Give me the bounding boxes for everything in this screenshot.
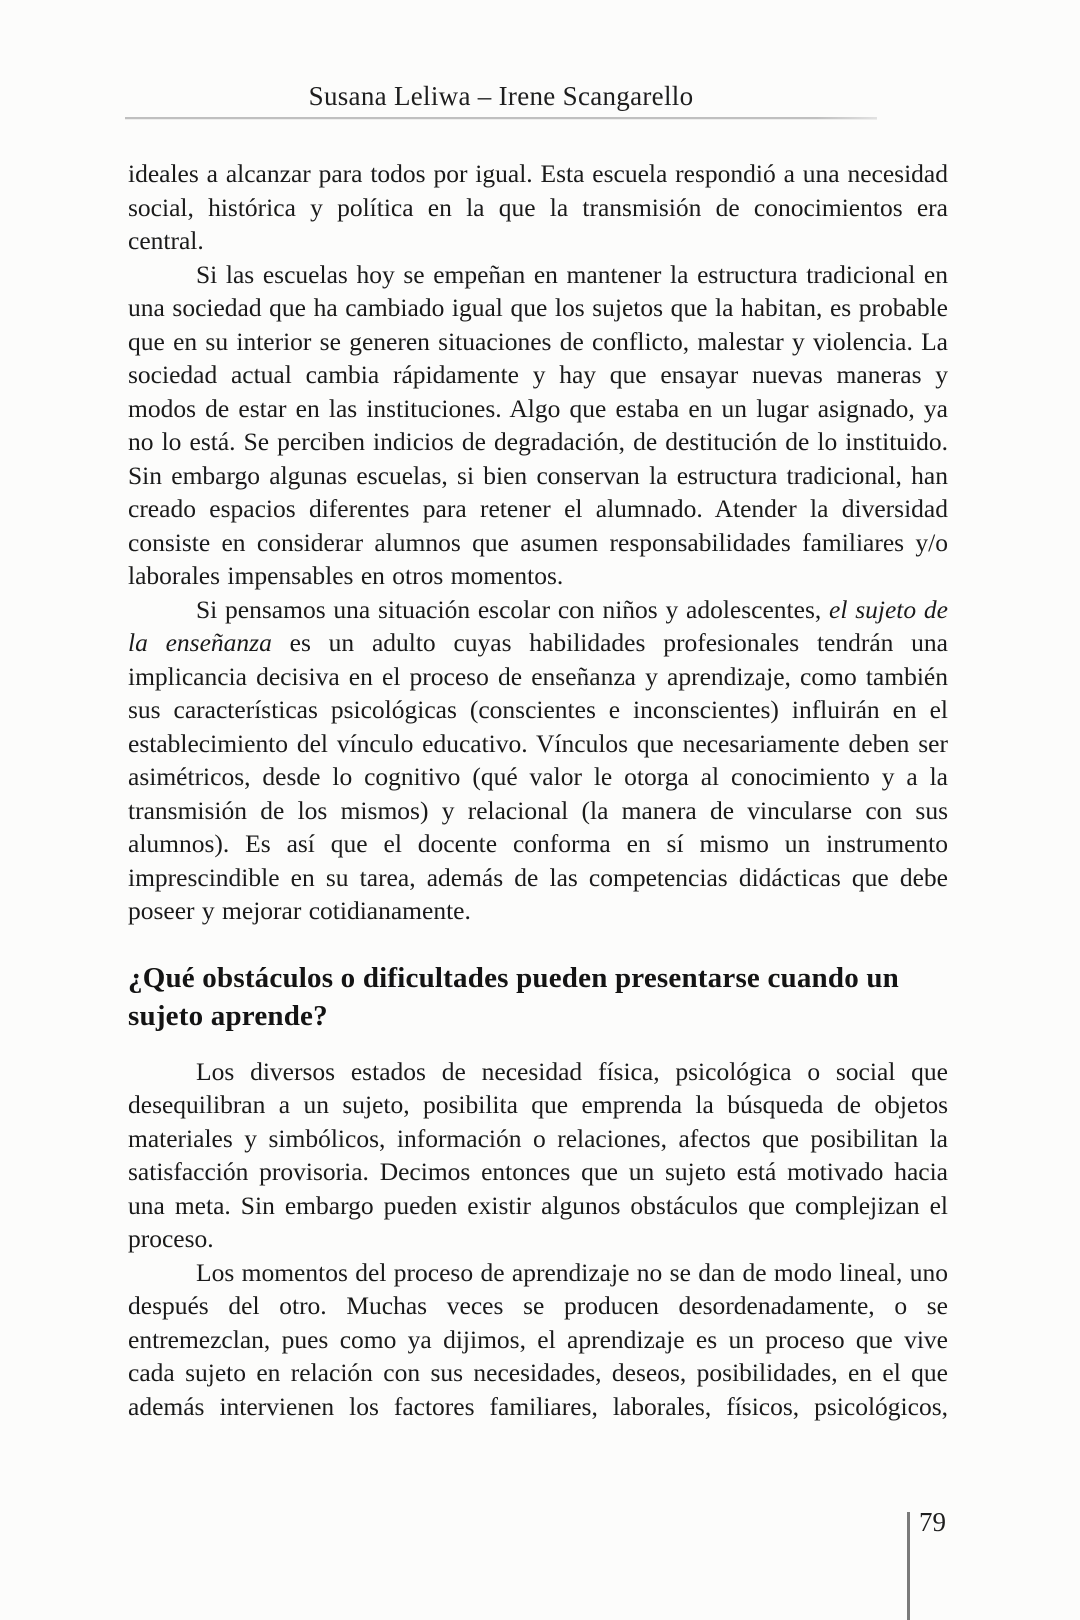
section-heading: ¿Qué obstáculos o dificultades pueden presentarse cuando un sujeto aprende? bbox=[128, 961, 900, 1032]
paragraph-text: Si pensamos una situación escolar con niños y adolescentes, bbox=[196, 594, 830, 624]
italic-phrase: el sujeto de la enseñanza bbox=[128, 594, 948, 657]
running-header-title: Susana Leliwa – Irene Scangarello bbox=[308, 81, 694, 111]
paragraph: Si las escuelas hoy se empeñan en mantener la estructura tradicional en una sociedad que ha cambiado igual que los sujetos que la habitan, es probable que en su interior se generen situaciones de conflicto, malestar y violencia. La sociedad actual cambia rápidamente y hay que ensayar nuevas maneras y modos de estar en las instituciones. Algo que estaba en un lugar asignado, ya no lo está. Se perciben indicios de degradación, de destitución de lo instituido. Sin embargo algunas escuelas, si bien conservan la estructura tradicional, han creado espacios diferentes para retener el alumnado. Atender la diversidad consiste en considerar alumnos que asumen responsabilidades familiares y/o laborales impensables en otros momentos. bbox=[128, 259, 948, 590]
page-content bbox=[128, 157, 948, 1423]
paragraph-text: es un adulto cuyas habilidades profesionales tendrán una implicancia decisiva en el proceso de enseñanza y aprendizaje, como también sus características psicológicas (conscientes e inconscientes) influirán en el establecimiento del vínculo educativo. Vínculos que necesariamente deben ser asimétricos, desde lo cognitivo (qué valor le otorga al conocimiento y a la transmisión de los mismos) y relacional (la manera de vincularse con sus alumnos). Es así que el docente conforma en sí mismo un instrumento imprescindible en su tarea, además de las competencias didácticas que debe poseer y mejorar cotidianamente. bbox=[128, 628, 949, 925]
paragraph: Los momentos del proceso de aprendizaje no se dan de modo lineal, uno después del otro. Muchas veces se producen desordenadamente, o se entremezclan, pues como ya dijimos, el aprendizaje es un proceso que vive cada sujeto en relación con sus necesidades, deseos, posibilidades, en el que además intervienen los factores familiares, laborales, físicos, psicológicos, bbox=[128, 1257, 948, 1421]
header-rule bbox=[125, 117, 877, 119]
paragraph: Los diversos estados de necesidad física, psicológica o social que desequilibran a un sujeto, posibilita que emprenda la búsqueda de objetos materiales y simbólicos, información o relaciones, afectos que posibilitan la satisfacción provisoria. Decimos entonces que un sujeto está motivado hacia una meta. Sin embargo pueden existir algunos obstáculos que complejizan el proceso. bbox=[128, 1056, 948, 1253]
paragraph bbox=[128, 593, 948, 928]
page-number: 79 bbox=[919, 1507, 946, 1537]
running-header bbox=[125, 80, 877, 119]
page-number-rule bbox=[907, 1512, 910, 1620]
paragraph-continuation: ideales a alcanzar para todos por igual. Esta escuela respondió a una necesidad social, histórica y política en la que la transmisión de conocimientos era central. bbox=[128, 159, 948, 255]
